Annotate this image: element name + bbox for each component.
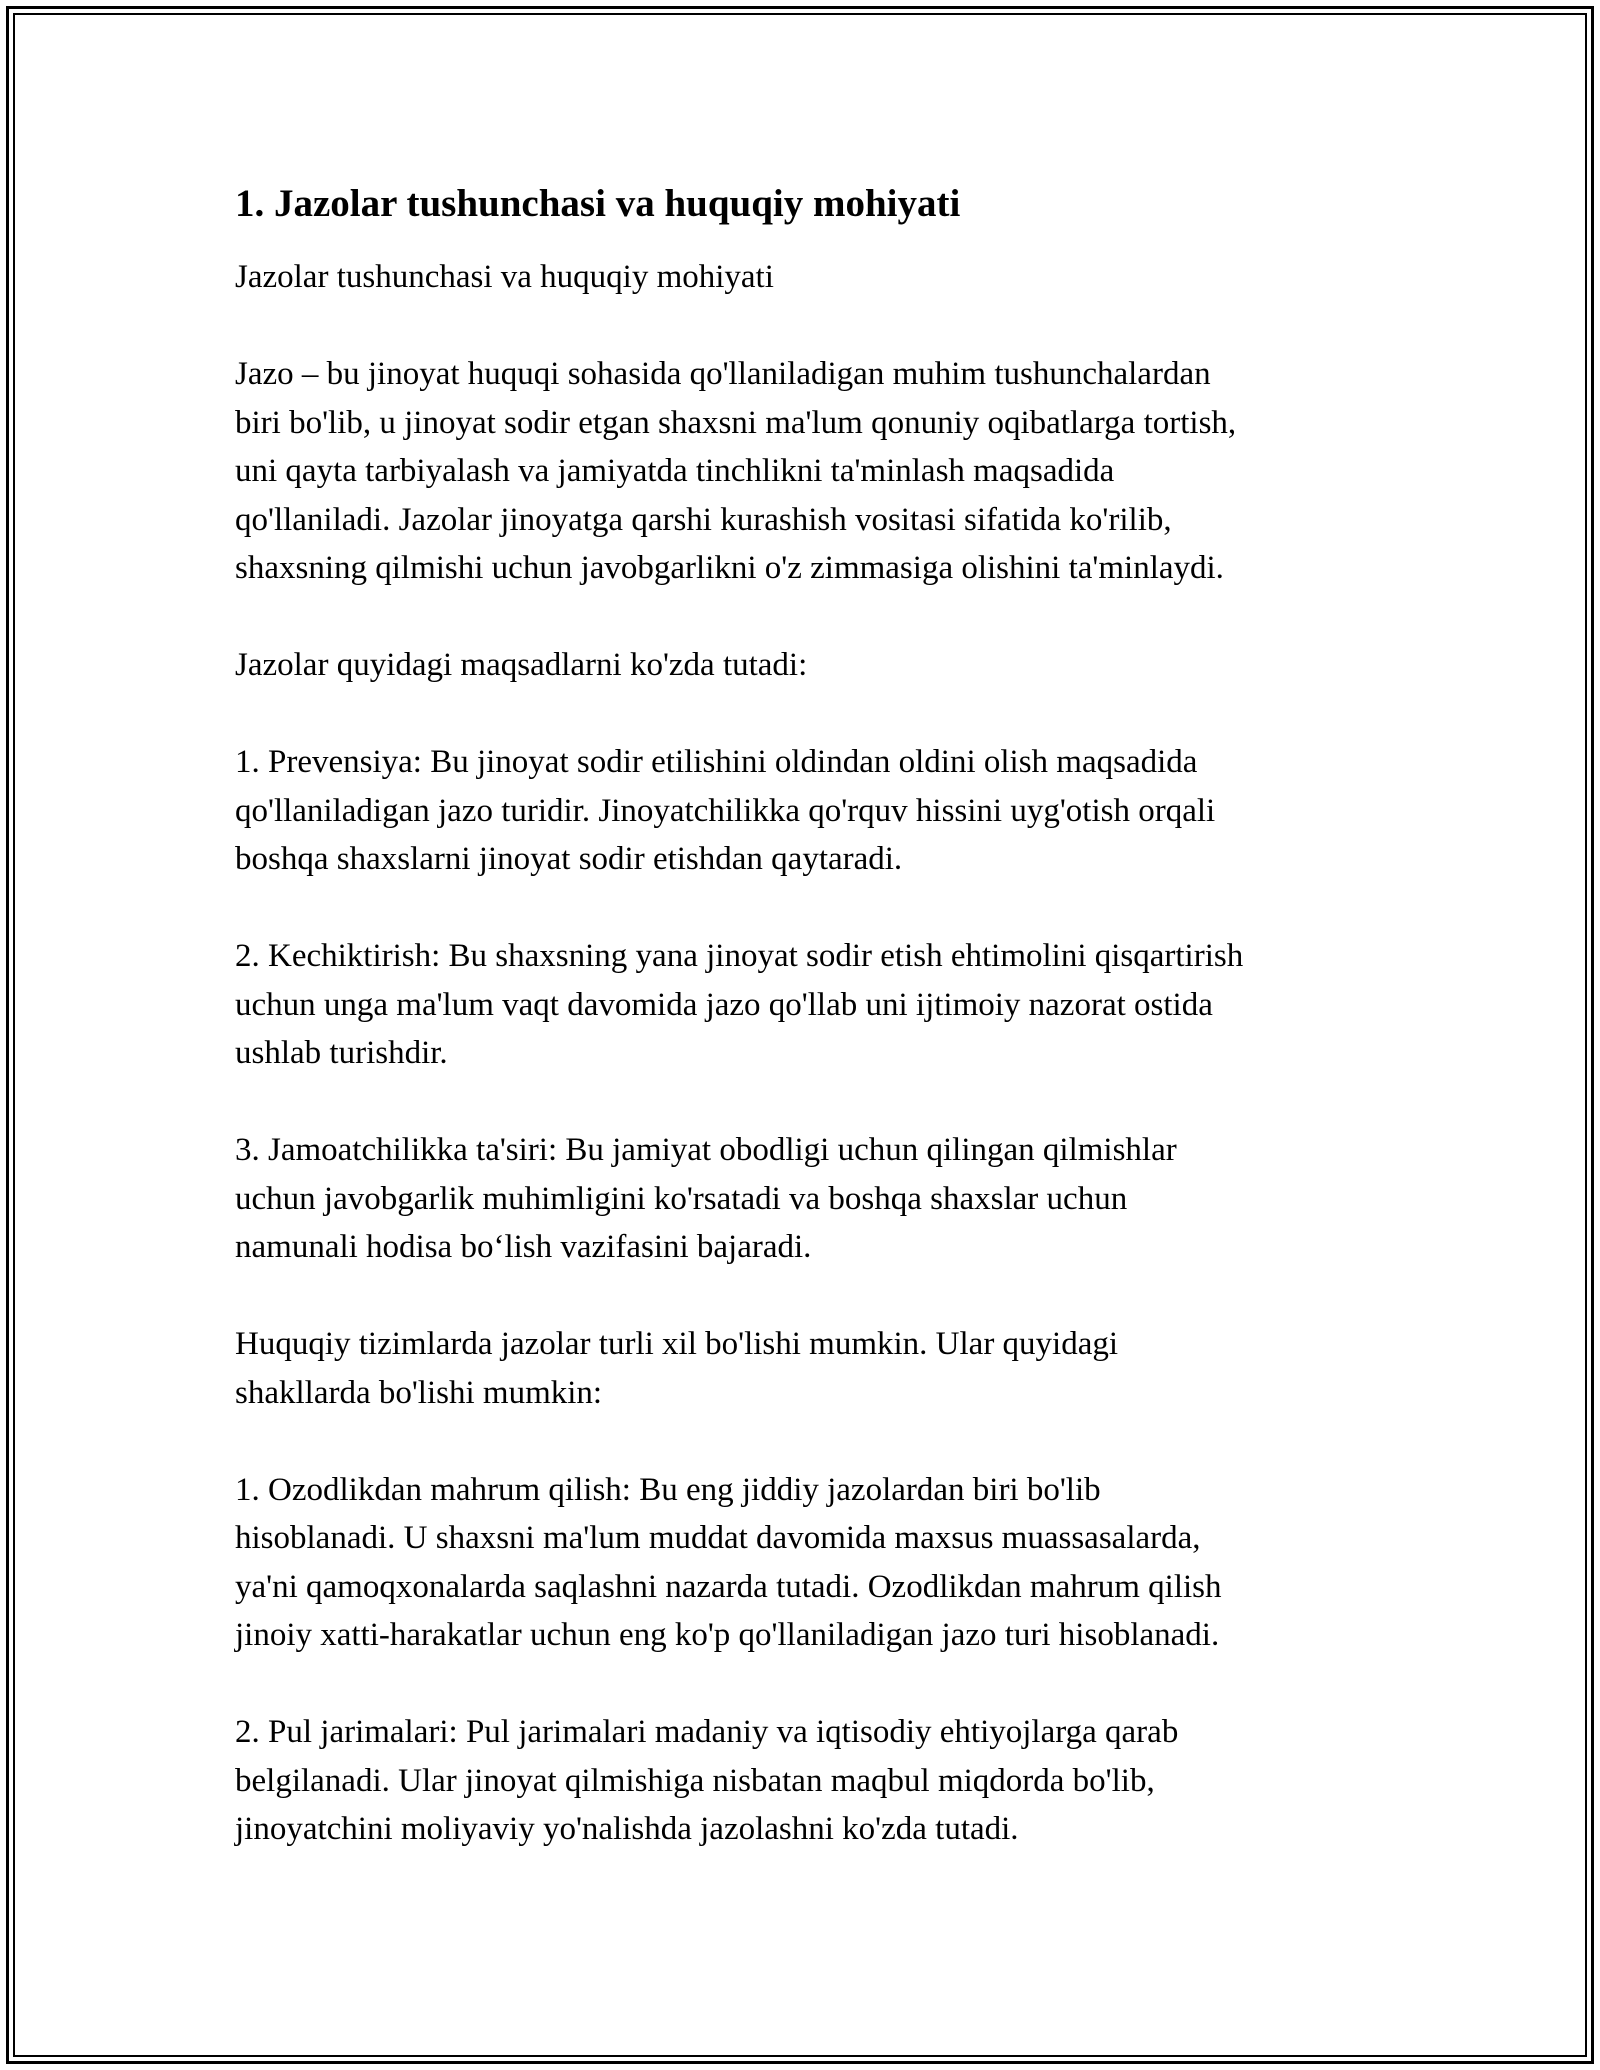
paragraph-goal-prevention: 1. Prevensiya: Bu jinoyat sodir etilishini oldindan oldini olish maqsadida qo'llaniladigan jazo turidir. Jinoyatchilikka qo'rquv hissini uyg'otish orqali boshqa shaxslarni jinoyat sodir etishdan qaytaradi.	[235, 744, 1216, 877]
document-body	[235, 180, 1375, 1902]
paragraph-goals-intro: Jazolar quyidagi maqsadlarni ko'zda tutadi:	[235, 647, 808, 683]
section-heading: 1. Jazolar tushunchasi va huquqiy mohiyati	[235, 182, 961, 225]
paragraph-forms-intro: Huquqiy tizimlarda jazolar turli xil bo'lishi mumkin. Ular quyidagi shakllarda bo'lishi mumkin:	[235, 1326, 1119, 1411]
paragraph-definition: Jazo – bu jinoyat huquqi sohasida qo'llaniladigan muhim tushunchalardan biri bo'lib, u jinoyat sodir etgan shaxsni ma'lum qonuniy oqibatlarga tortish, uni qayta tarbiyalash va jamiyatda tinchlikni ta'minlash maqsadida qo'llaniladi. Jazolar jinoyatga qarshi kurashish vositasi sifatida ko'rilib, shaxsning qilmishi uchun javobgarlikni o'z zimmasiga olishini ta'minlaydi.	[235, 356, 1237, 586]
paragraph-form-fines: 2. Pul jarimalari: Pul jarimalari madaniy va iqtisodiy ehtiyojlarga qarab belgilanadi. Ular jinoyat qilmishiga nisbatan maqbul miqdorda bo'lib, jinoyatchini moliyaviy yo'nalishda jazolashni ko'zda tutadi.	[235, 1714, 1179, 1847]
paragraph-goal-public-impact: 3. Jamoatchilikka ta'siri: Bu jamiyat obodligi uchun qilingan qilmishlar uchun javobgarlik muhimligini ko'rsatadi va boshqa shaxslar uchun namunali hodisa bo‘lish vazifasini bajaradi.	[235, 1132, 1177, 1265]
paragraph-goal-deterrence: 2. Kechiktirish: Bu shaxsning yana jinoyat sodir etish ehtimolini qisqartirish uchun unga ma'lum vaqt davomida jazo qo'llab uni ijtimoiy nazorat ostida ushlab turishdir.	[235, 938, 1244, 1071]
paragraph-subtitle: Jazolar tushunchasi va huquqiy mohiyati	[235, 259, 774, 295]
paragraph-form-imprisonment: 1. Ozodlikdan mahrum qilish: Bu eng jiddiy jazolardan biri bo'lib hisoblanadi. U shaxsni ma'lum muddat davomida maxsus muassasalarda, ya'ni qamoqxonalarda saqlashni nazarda tutadi. Ozodlikdan mahrum qilish jinoiy xatti-harakatlar uchun eng ko'p qo'llaniladigan jazo turi hisoblanadi.	[235, 1471, 1222, 1653]
